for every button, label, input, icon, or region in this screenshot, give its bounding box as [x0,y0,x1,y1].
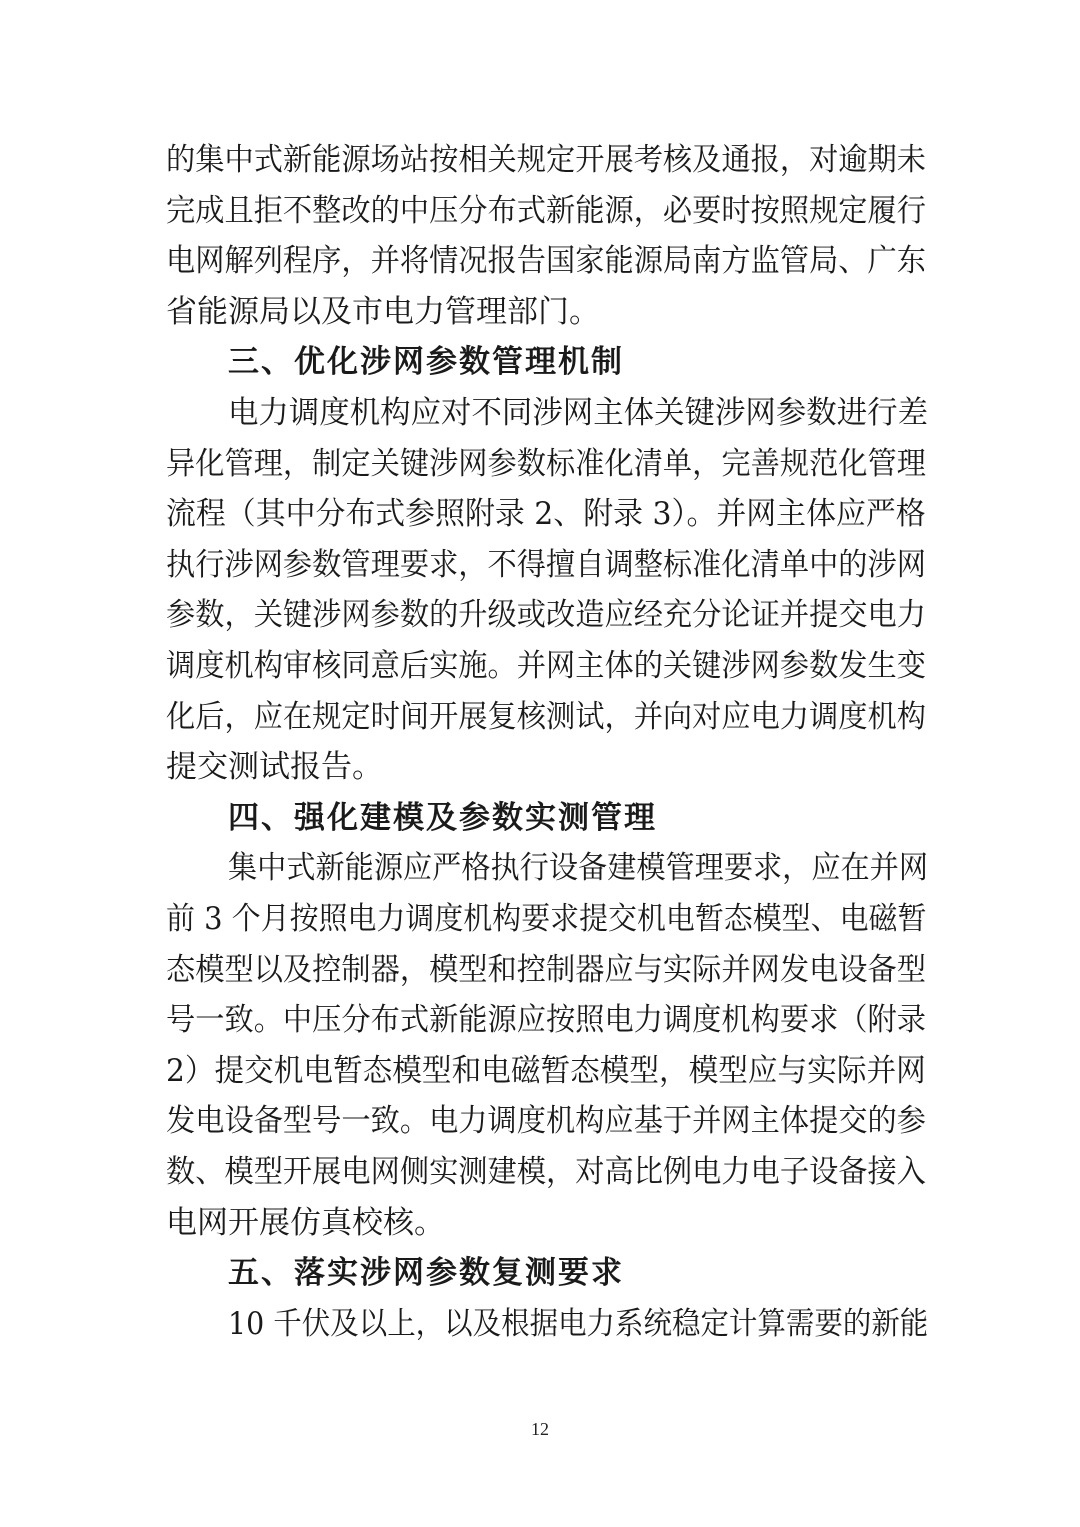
paragraph-line: 号一致。中压分布式新能源应按照电力调度机构要求（附录 [166,1002,926,1038]
paragraph-line: 数、模型开展电网侧实测建模，对高比例电力电子设备接入 [166,1154,926,1190]
paragraph-line: 异化管理，制定关键涉网参数标准化清单，完善规范化管理 [166,446,926,482]
paragraph-line: 发电设备型号一致。电力调度机构应基于并网主体提交的参 [166,1103,926,1139]
paragraph-line: 集中式新能源应严格执行设备建模管理要求，应在并网 [228,850,928,886]
paragraph-line: 电网解列程序，并将情况报告国家能源局南方监管局、广东 [166,243,926,279]
paragraph-line: 化后，应在规定时间开展复核测试，并向对应电力调度机构 [166,699,926,735]
paragraph-line: 流程（其中分布式参照附录 2、附录 3）。并网主体应严格 [166,496,926,532]
section-heading: 四、强化建模及参数实测管理 [228,800,657,836]
paragraph-line: 电力调度机构应对不同涉网主体关键涉网参数进行差 [228,395,928,431]
paragraph-line: 完成且拒不整改的中压分布式新能源，必要时按照规定履行 [166,193,926,229]
paragraph-line: 的集中式新能源场站按相关规定开展考核及通报，对逾期未 [166,142,926,178]
paragraph-line: 2）提交机电暂态模型和电磁暂态模型，模型应与实际并网 [166,1053,926,1089]
paragraph-line: 调度机构审核同意后实施。并网主体的关键涉网参数发生变 [166,648,926,684]
paragraph-line: 参数，关键涉网参数的升级或改造应经充分论证并提交电力 [166,597,926,633]
paragraph-line: 提交测试报告。 [166,749,383,785]
paragraph-line: 前 3 个月按照电力调度机构要求提交机电暂态模型、电磁暂 [166,901,927,937]
section-heading: 三、优化涉网参数管理机制 [228,344,624,380]
paragraph-line: 态模型以及控制器，模型和控制器应与实际并网发电设备型 [166,952,926,988]
page-number: 12 [531,1419,549,1439]
section-heading: 五、落实涉网参数复测要求 [228,1255,624,1291]
paragraph-line: 省能源局以及市电力管理部门。 [166,294,600,330]
paragraph-line: 执行涉网参数管理要求，不得擅自调整标准化清单中的涉网 [166,547,926,583]
paragraph-line: 电网开展仿真校核。 [166,1205,445,1241]
paragraph-line: 10 千伏及以上，以及根据电力系统稳定计算需要的新能 [228,1306,929,1342]
